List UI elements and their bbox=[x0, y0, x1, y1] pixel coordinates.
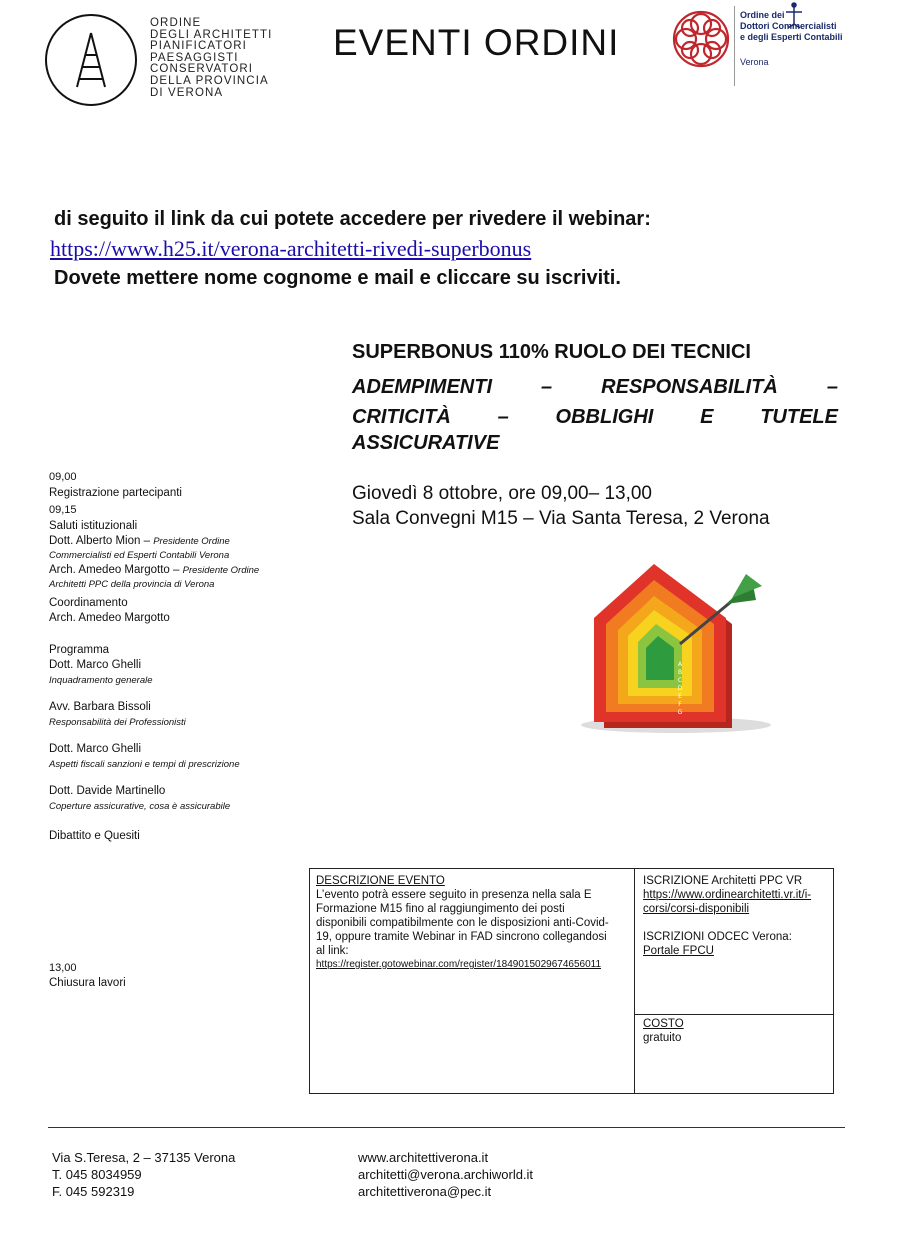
event-subtitle-line: CRITICITÀ – OBBLIGHI E TUTELE bbox=[352, 406, 838, 428]
coordination-label: Coordinamento bbox=[49, 597, 128, 609]
description-title: DESCRIZIONE EVENTO bbox=[316, 875, 445, 887]
footer-pec-link[interactable]: architettiverona@pec.it bbox=[358, 1184, 492, 1199]
logo-line: PAESAGGISTI bbox=[150, 51, 239, 64]
fpcu-portal-link[interactable]: Portale FPCU bbox=[643, 945, 714, 957]
speaker-role: Presidente Ordine bbox=[153, 536, 230, 547]
intro-text: di seguito il link da cui potete accedere per rivedere il webinar: bbox=[54, 208, 651, 230]
footer-address: Via S.Teresa, 2 – 37135 Verona bbox=[52, 1150, 236, 1165]
program-time: 09,15 bbox=[49, 504, 77, 516]
program-debate: Dibattito e Quesiti bbox=[49, 830, 140, 842]
event-subtitle-line: ASSICURATIVE bbox=[352, 432, 500, 454]
footer-fax: F. 045 592319 bbox=[52, 1184, 135, 1199]
logo-line: DEGLI ARCHITETTI bbox=[150, 28, 273, 41]
odcec-logo-text bbox=[740, 10, 850, 43]
speaker-role: Presidente Ordine bbox=[182, 565, 260, 576]
speaker-role: Commercialisti ed Esperti Contabili Verona bbox=[49, 550, 230, 561]
program-topic: Coperture assicurative, cosa è assicurabile bbox=[49, 801, 231, 812]
odcec-line: Dottori Commercialisti bbox=[740, 21, 837, 31]
energy-class-label: E bbox=[678, 693, 682, 700]
odcec-line: e degli Esperti Contabili bbox=[740, 32, 843, 42]
program-label: Registrazione partecipanti bbox=[49, 487, 182, 499]
description-line: al link: bbox=[316, 945, 349, 957]
odcec-line: Ordine dei bbox=[740, 10, 785, 20]
program-time: 09,00 bbox=[49, 471, 77, 483]
description-line: Formazione M15 fino al raggiungimento dei posti bbox=[316, 903, 565, 915]
logo-line: DELLA PROVINCIA bbox=[150, 74, 269, 87]
footer-website-link[interactable]: www.architettiverona.it bbox=[358, 1150, 489, 1165]
registration-cell bbox=[643, 874, 831, 958]
program-topic: Aspetti fiscali sanzioni e tempi di prescrizione bbox=[49, 759, 240, 770]
logo-line: DI VERONA bbox=[150, 86, 224, 99]
event-subtitle bbox=[352, 372, 838, 432]
program-topic: Responsabilità dei Professionisti bbox=[49, 717, 186, 728]
description-line: 19, oppure tramite Webinar in FAD sincrono collegandosi bbox=[316, 931, 607, 943]
event-venue: Sala Convegni M15 – Via Santa Teresa, 2 Verona bbox=[352, 508, 770, 529]
cost-title: COSTO bbox=[643, 1018, 684, 1030]
logo-line: PIANIFICATORI bbox=[150, 40, 247, 53]
energy-class-label: F bbox=[678, 701, 682, 708]
event-description-cell bbox=[316, 874, 630, 972]
webinar-replay-link[interactable]: https://www.h25.it/verona-architetti-rivedi-superbonus bbox=[50, 236, 532, 261]
cost-cell bbox=[643, 1017, 831, 1045]
program-speaker: Dott. Marco Ghelli bbox=[49, 659, 142, 671]
odcec-divider bbox=[734, 6, 735, 86]
registration-title: ISCRIZIONE Architetti PPC VR bbox=[643, 875, 803, 887]
energy-class-house-image bbox=[576, 560, 776, 735]
energy-class-label: B bbox=[677, 669, 683, 676]
programma-label: Programma bbox=[49, 644, 110, 656]
page-title: EVENTI ORDINI bbox=[333, 22, 620, 63]
speaker-name: Dott. Alberto Mion – bbox=[49, 535, 150, 547]
energy-class-label: G bbox=[677, 709, 683, 716]
footer-phone: T. 045 8034959 bbox=[52, 1167, 142, 1182]
event-subtitle-line: ADEMPIMENTI – RESPONSABILITÀ – bbox=[352, 376, 838, 398]
program-time: 13,00 bbox=[49, 962, 77, 974]
energy-class-label: D bbox=[677, 685, 683, 692]
description-line: disponibili compatibilmente con le disposizioni anti-Covid- bbox=[316, 917, 609, 929]
coordination-name: Arch. Amedeo Margotto bbox=[49, 612, 170, 624]
description-line: L’evento potrà essere seguito in presenza nella sala E bbox=[316, 889, 592, 901]
logo-letter: A bbox=[91, 103, 92, 104]
footer-email-link[interactable]: architetti@verona.archiworld.it bbox=[358, 1167, 534, 1182]
energy-class-label: A bbox=[677, 661, 683, 668]
cost-value: gratuito bbox=[643, 1032, 682, 1044]
speaker-line bbox=[49, 564, 259, 576]
logo-line: CONSERVATORI bbox=[150, 63, 254, 76]
odcec-registration-title: ISCRIZIONI ODCEC Verona: bbox=[643, 931, 792, 943]
event-title: SUPERBONUS 110% RUOLO DEI TECNICI bbox=[352, 341, 751, 363]
odcec-city: Verona bbox=[740, 57, 769, 67]
footer-divider bbox=[48, 1127, 845, 1128]
table-divider bbox=[634, 1014, 834, 1015]
program-label: Chiusura lavori bbox=[49, 977, 126, 989]
program-speaker: Avv. Barbara Bissoli bbox=[49, 701, 151, 713]
architects-logo bbox=[44, 13, 138, 107]
energy-class-label: C bbox=[677, 677, 683, 684]
speaker-name: Arch. Amedeo Margotto – bbox=[49, 564, 180, 576]
logo-line: ORDINE bbox=[150, 17, 202, 29]
odcec-logo bbox=[670, 8, 732, 70]
architects-logo-text bbox=[150, 18, 290, 99]
event-date: Giovedì 8 ottobre, ore 09,00– 13,00 bbox=[352, 483, 652, 504]
registration-link[interactable]: corsi/corsi-disponibili bbox=[643, 903, 750, 915]
table-divider bbox=[634, 868, 635, 1094]
program-label: Saluti istituzionali bbox=[49, 520, 138, 532]
webinar-register-link[interactable]: https://register.gotowebinar.com/register/1849015029674656011 bbox=[316, 959, 602, 970]
program-speaker: Dott. Marco Ghelli bbox=[49, 743, 142, 755]
speaker-line bbox=[49, 535, 230, 547]
registration-link[interactable]: https://www.ordinearchitetti.vr.it/i- bbox=[643, 889, 812, 901]
speaker-role: Architetti PPC della provincia di Verona bbox=[49, 579, 215, 590]
program-topic: Inquadramento generale bbox=[49, 675, 153, 686]
program-speaker: Dott. Davide Martinello bbox=[49, 785, 166, 797]
intro-instructions: Dovete mettere nome cognome e mail e cliccare su iscriviti. bbox=[54, 267, 621, 289]
